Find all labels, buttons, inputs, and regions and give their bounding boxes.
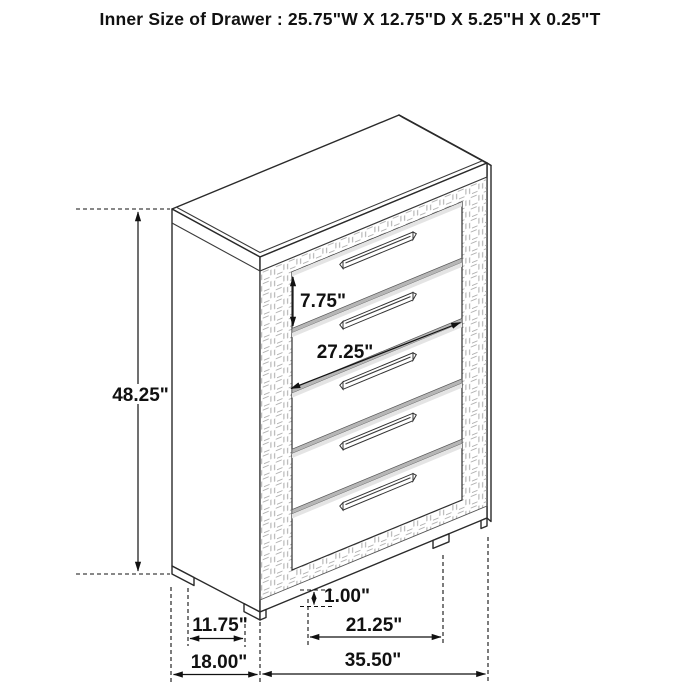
- left-side-panel: [172, 209, 260, 612]
- chest-drawing: [172, 115, 491, 620]
- dim-foot-inset-depth-label: 11.75": [192, 615, 248, 636]
- dim-height-label: 48.25": [112, 385, 169, 406]
- dim-foot-span-width-label: 21.25": [345, 615, 403, 636]
- dim-drawer-height-label: 7.75": [300, 291, 346, 312]
- right-corner-foot: [481, 518, 487, 529]
- dim-depth-label: 18.00": [190, 652, 248, 673]
- dim-base-height-label: 1.00": [324, 586, 370, 607]
- dim-width-label: 35.50": [344, 650, 402, 671]
- dim-drawer-width-label: 27.25": [316, 342, 374, 363]
- dim-height: [76, 209, 170, 574]
- page-title: Inner Size of Drawer : 25.75"W X 12.75"D X 5.25"H X 0.25"T: [99, 9, 601, 29]
- front-left-foot-front: [260, 610, 266, 621]
- chest-left-face: [172, 209, 260, 612]
